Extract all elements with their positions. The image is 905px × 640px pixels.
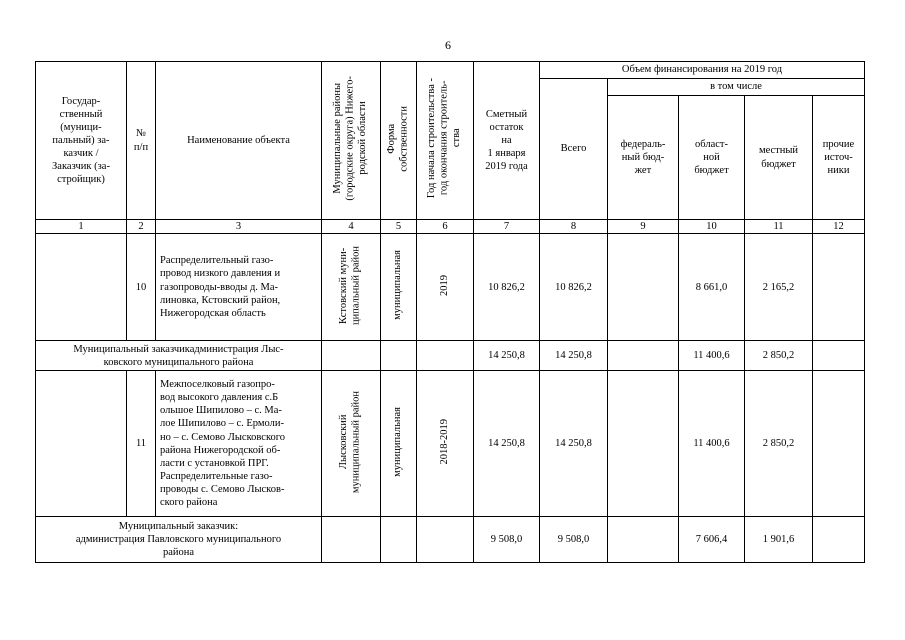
cell-num: 11 xyxy=(127,371,156,517)
cell-total: 9 508,0 xyxy=(540,517,608,563)
cell-district xyxy=(322,517,381,563)
header-ownership: Форма собственности xyxy=(381,62,417,220)
header-years: Год начала строительства - год окончания строитель- ства xyxy=(417,62,474,220)
investment-table xyxy=(35,61,865,563)
subtotal-label: Муниципальный заказчикадминистрация Лыс- ковского муниципального района xyxy=(36,341,322,371)
header-customer: Государ- ственный (муници- пальный) за- казчик / Заказчик (за- стройщик) xyxy=(36,62,127,220)
cell-total: 14 250,8 xyxy=(540,341,608,371)
cell-remainder: 14 250,8 xyxy=(474,371,540,517)
header-federal: федераль- ный бюд- жет xyxy=(608,96,679,220)
cell-regional: 8 661,0 xyxy=(679,234,745,341)
subtotal-label: Муниципальный заказчик: администрация Павловского муниципального района xyxy=(36,517,322,563)
cell-years: 2019 xyxy=(417,234,474,341)
header-other: прочие источ- ники xyxy=(813,96,865,220)
col-number: 12 xyxy=(813,220,865,234)
cell-federal xyxy=(608,517,679,563)
cell-local: 2 850,2 xyxy=(745,341,813,371)
cell-other xyxy=(813,371,865,517)
cell-other xyxy=(813,517,865,563)
cell-ownership: муниципальная xyxy=(381,234,417,341)
cell-object-name: Распределительный газо- провод низкого давления и газопроводы-вводы д. Ма- линовка, Кстовский район, Нижегородская область xyxy=(156,234,322,341)
col-number: 10 xyxy=(679,220,745,234)
cell-federal xyxy=(608,341,679,371)
header-local: местный бюджет xyxy=(745,96,813,220)
cell-federal xyxy=(608,371,679,517)
cell-years: 2018-2019 xyxy=(417,371,474,517)
cell-num: 10 xyxy=(127,234,156,341)
header-funding: Объем финансирования на 2019 год xyxy=(540,62,865,79)
cell-other xyxy=(813,234,865,341)
cell-other xyxy=(813,341,865,371)
cell-regional: 11 400,6 xyxy=(679,371,745,517)
column-numbers-row xyxy=(36,220,865,234)
cell-years xyxy=(417,341,474,371)
cell-customer xyxy=(36,234,127,341)
cell-local: 1 901,6 xyxy=(745,517,813,563)
table-row xyxy=(36,371,865,517)
cell-remainder: 10 826,2 xyxy=(474,234,540,341)
col-number: 11 xyxy=(745,220,813,234)
col-number: 8 xyxy=(540,220,608,234)
cell-object-name: Межпоселковый газопро- вод высокого давления с.Б ольшое Шипилово – с. Ма- лое Шипилово – с. Ермоли- но – с. Семово Лысковского района Нижегородской об- ласти с установкой ПРГ. Распределительные газо- проводы с. Семово Лысков- ского района xyxy=(156,371,322,517)
header-regional: област- ной бюджет xyxy=(679,96,745,220)
col-number: 3 xyxy=(156,220,322,234)
subtotal-row xyxy=(36,517,865,563)
cell-remainder: 9 508,0 xyxy=(474,517,540,563)
col-number: 4 xyxy=(322,220,381,234)
cell-federal xyxy=(608,234,679,341)
cell-years xyxy=(417,517,474,563)
cell-customer xyxy=(36,371,127,517)
col-number: 1 xyxy=(36,220,127,234)
cell-remainder: 14 250,8 xyxy=(474,341,540,371)
cell-local: 2 165,2 xyxy=(745,234,813,341)
cell-ownership xyxy=(381,517,417,563)
cell-district: Кстовский муни- ципальный район xyxy=(322,234,381,341)
cell-ownership: муниципальная xyxy=(381,371,417,517)
table-row xyxy=(36,234,865,341)
col-number: 5 xyxy=(381,220,417,234)
page-number: 6 xyxy=(445,38,451,52)
cell-total: 10 826,2 xyxy=(540,234,608,341)
cell-total: 14 250,8 xyxy=(540,371,608,517)
cell-regional: 7 606,4 xyxy=(679,517,745,563)
header-num: № п/п xyxy=(127,62,156,220)
col-number: 7 xyxy=(474,220,540,234)
col-number: 2 xyxy=(127,220,156,234)
cell-regional: 11 400,6 xyxy=(679,341,745,371)
cell-district: Лысковский муниципальный район xyxy=(322,371,381,517)
cell-local: 2 850,2 xyxy=(745,371,813,517)
header-districts: Муниципальные районы (городские округа) Нижего- родской области xyxy=(322,62,381,220)
col-number: 9 xyxy=(608,220,679,234)
cell-ownership xyxy=(381,341,417,371)
header-including: в том числе xyxy=(608,79,865,96)
header-remainder: Сметный остаток на 1 января 2019 года xyxy=(474,62,540,220)
header-name: Наименование объекта xyxy=(156,62,322,220)
subtotal-row xyxy=(36,341,865,371)
col-number: 6 xyxy=(417,220,474,234)
header-total: Всего xyxy=(540,79,608,220)
cell-district xyxy=(322,341,381,371)
